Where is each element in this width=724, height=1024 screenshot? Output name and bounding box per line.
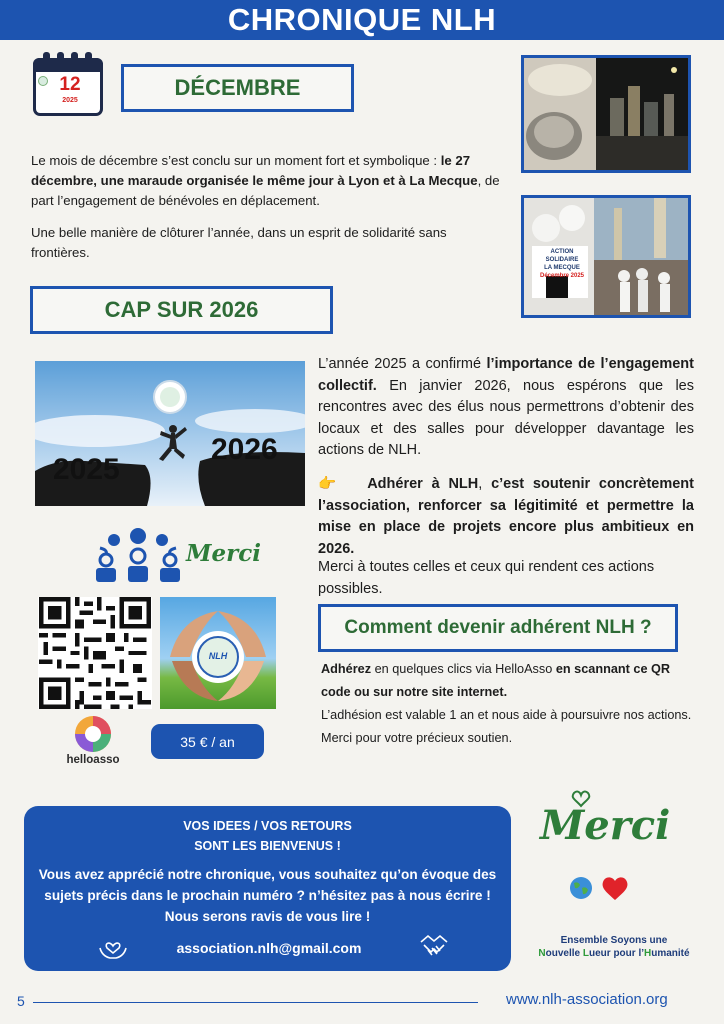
image-year-left: 2025 [53, 453, 120, 486]
pointing-hand-icon: 👉 [318, 476, 341, 492]
feedback-box [24, 806, 511, 971]
photo-banner: ACTION SOLIDAIRE LA MECQUE Décembre 2025 [539, 249, 585, 279]
image-hands-logo [160, 597, 276, 709]
helloasso-label: helloasso [66, 754, 120, 766]
merci-script-large: Merci [540, 802, 671, 849]
feedback-body: Vous avez apprécié notre chronique, vous souhaitez qu’on évoque des sujets précis dans le prochain numéro ? n’hésitez pas à nous écrire ! Nous serons ravis de vous lire ! [38, 867, 497, 924]
email-link[interactable]: association.nlh@gmail.com [176, 940, 362, 956]
heart-icon [601, 876, 629, 901]
merci-paragraph: Merci à toutes celles et ceux qui rendent ces actions possibles. [318, 559, 655, 597]
qr-code[interactable] [38, 597, 152, 709]
december-paragraph-1: Le mois de décembre s’est conclu sur un moment fort et symbolique : le 27 décembre, une maraude organisée le même jour à Lyon et à La Mecque, de part l’engagement de bénévoles en déplacement. [31, 153, 500, 208]
website-link[interactable]: www.nlh-association.org [506, 991, 668, 1008]
december-paragraph-2: Une belle manière de clôturer l’année, dans un esprit de solidarité sans frontières. [31, 225, 447, 260]
adhesion-paragraph: Adhérez en quelques clics via HelloAsso en scannant ce QR code ou sur notre site internet. L’adhésion est valable 1 an et nous aide à poursuivre nos actions. Merci pour votre précieux soutien. [321, 662, 692, 745]
merci-script-small: Merci [186, 540, 261, 567]
page-header: CHRONIQUE NLH [0, 0, 724, 40]
page-number: 5 [17, 993, 25, 1009]
nlh-logo-text: NLH [208, 651, 228, 661]
nlh-tagline: Ensemble Soyons une Nouvelle Lueur pour l’Humanité [538, 935, 690, 959]
community-icon [94, 522, 182, 584]
calendar-icon [33, 52, 103, 116]
image-year-right: 2026 [211, 433, 278, 466]
section-title-cap-2026: CAP SUR 2026 [30, 286, 333, 334]
image-2025-2026-jump [35, 361, 305, 506]
globe-icon [569, 876, 593, 900]
adherer-paragraph: 👉 Adhérer à NLH, c’est soutenir concrètement l’association, renforcer sa légitimité et permettre la mise en place de projets encore plus ambitieux en 2026. [318, 476, 694, 557]
handshake-icon [418, 932, 450, 962]
calendar-day: 12 [59, 74, 81, 95]
photo-action-solidaire [521, 195, 691, 318]
hands-heart-icon [98, 934, 128, 960]
footer-divider [33, 1002, 478, 1003]
feedback-title: VOS IDEES / VOS RETOURS SONT LES BIENVENUS ! [183, 819, 352, 853]
section-title-december: DÉCEMBRE [121, 64, 354, 112]
cap-paragraph: L’année 2025 a confirmé l’importance de l’engagement collectif. En janvier 2026, nous espérons que les rencontres avec des élus nous permettrons d’obtenir des locaux et des salles pour développer davantage les actions de NLH. [318, 356, 694, 458]
price-button[interactable]: 35 € / an [151, 724, 264, 759]
section-title-adhesion: Comment devenir adhérent NLH ? [318, 604, 678, 652]
calendar-year: 2025 [62, 97, 78, 104]
photo-maraude [521, 55, 691, 173]
